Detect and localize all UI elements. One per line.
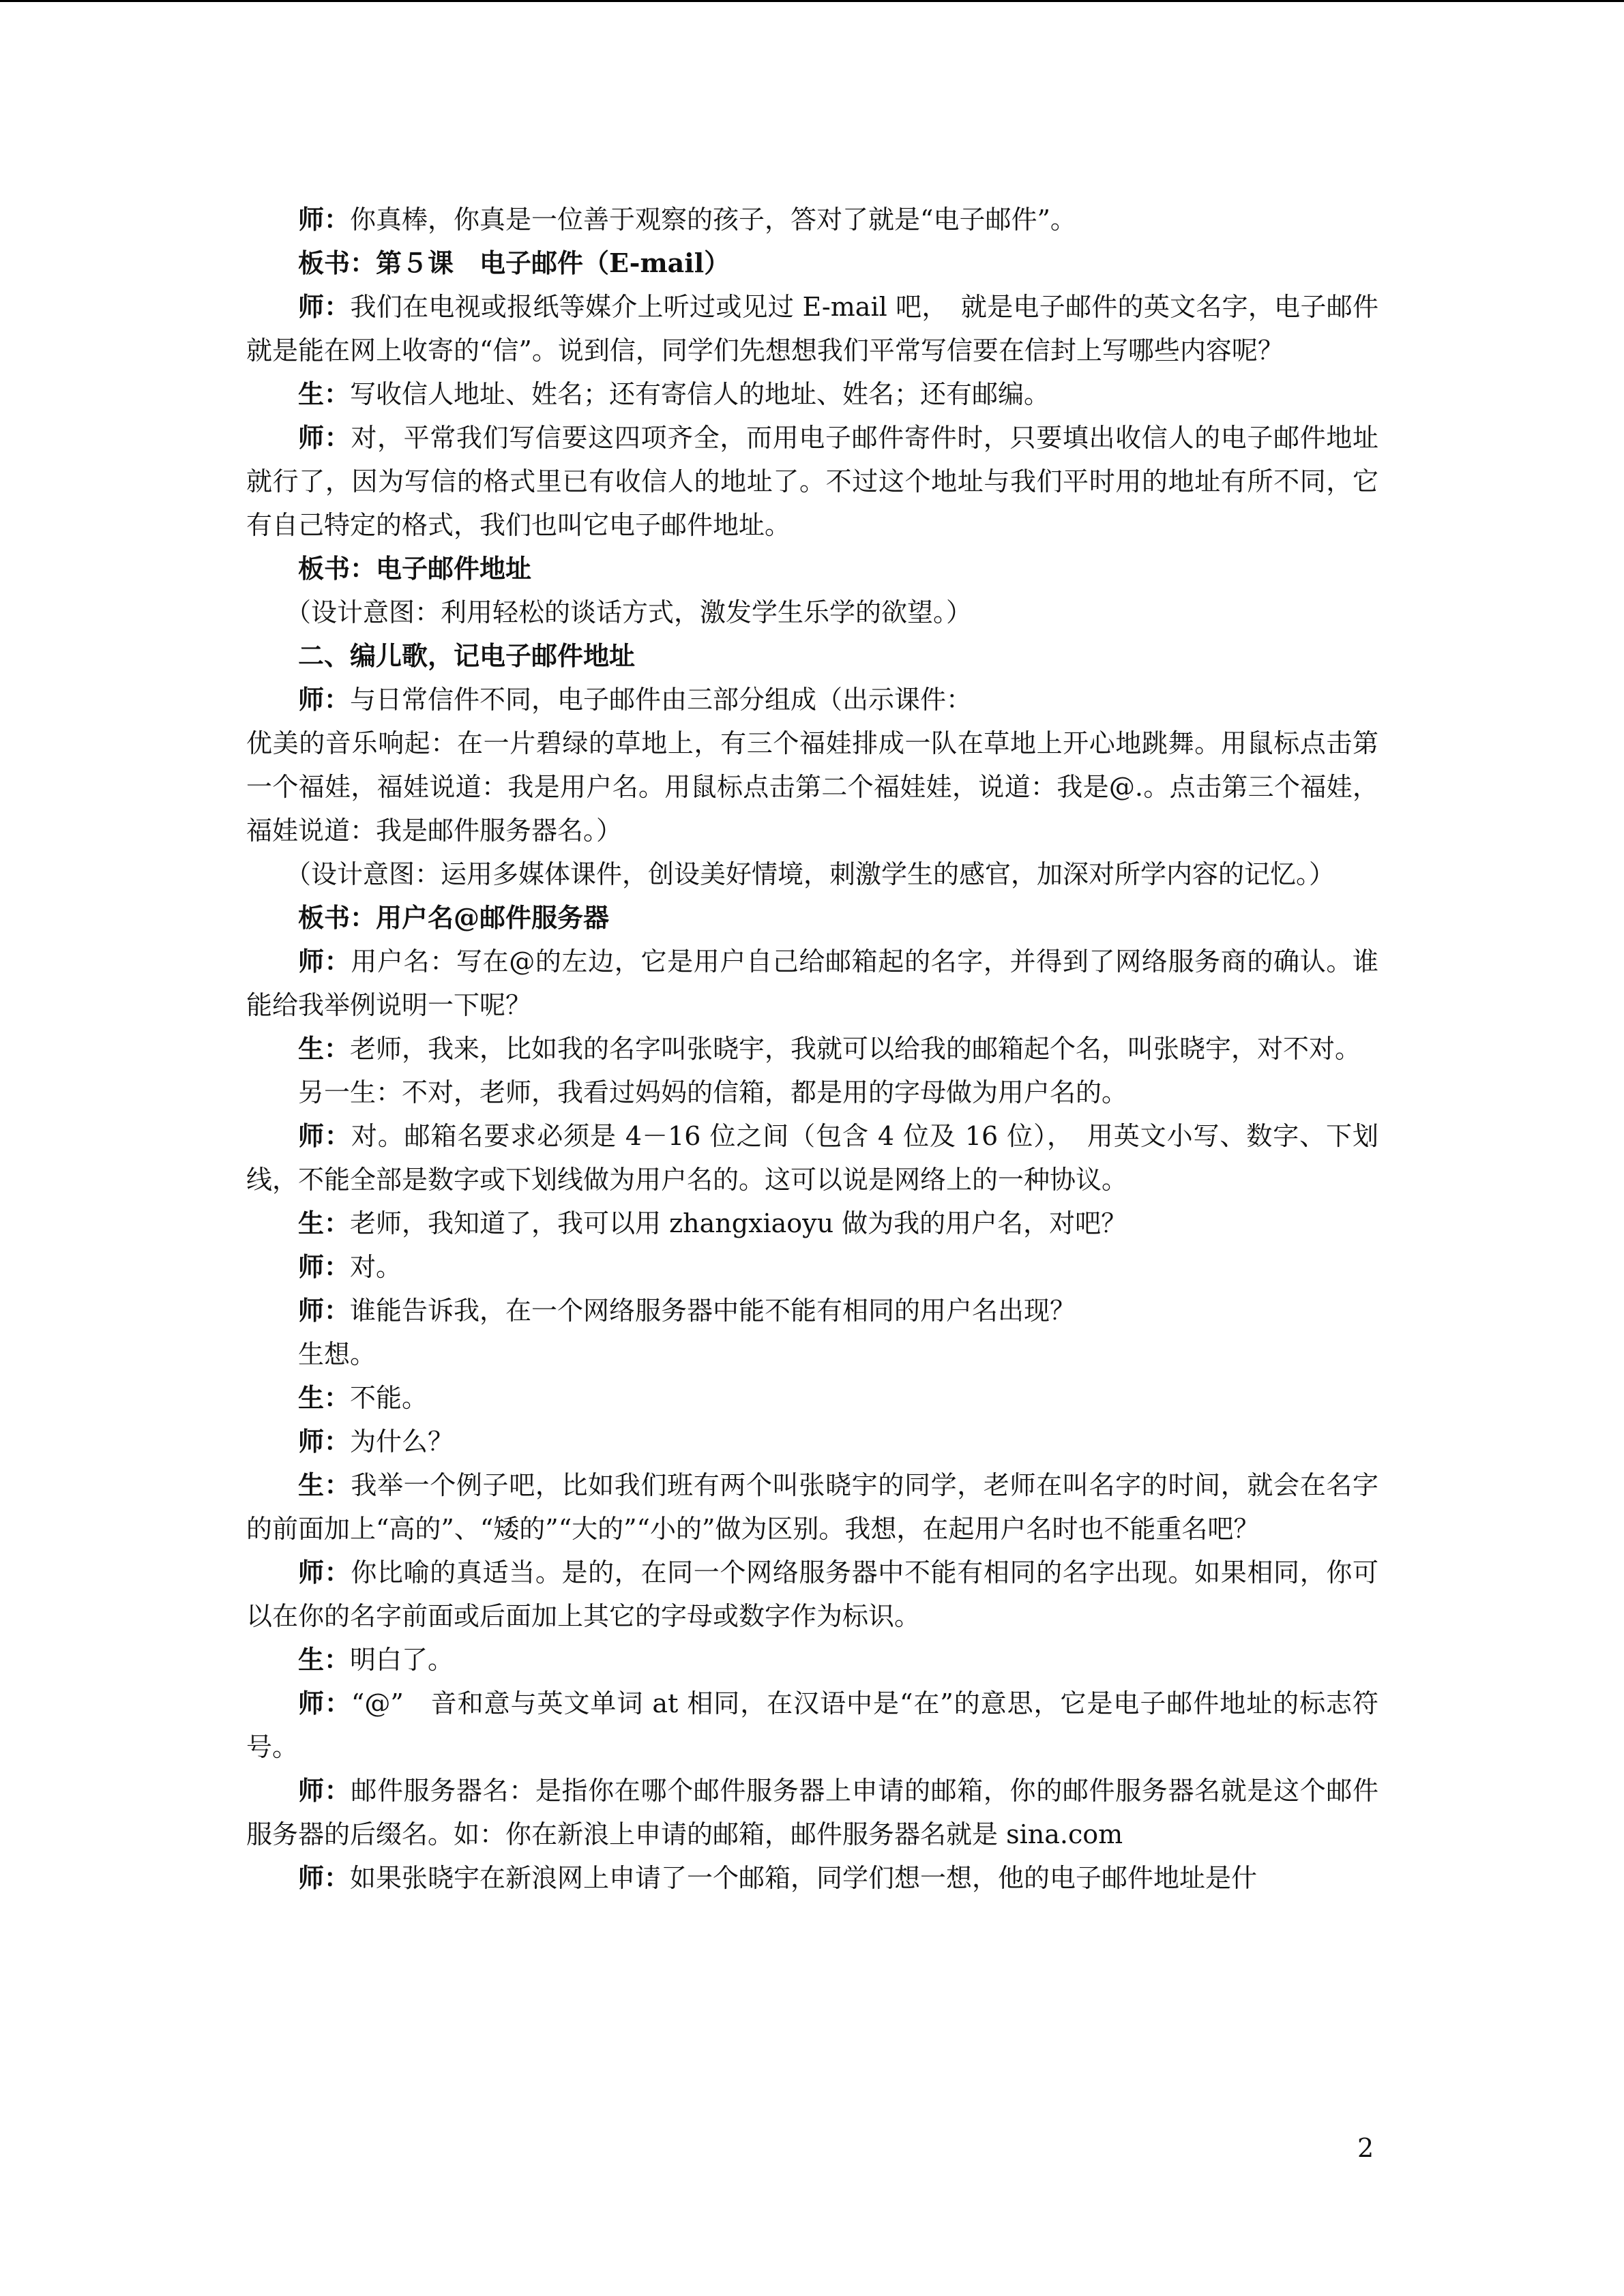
speaker-label: 生： — [298, 1382, 351, 1413]
paragraph-text: 你真棒，你真是一位善于观察的孩子，答对了就是“电子邮件”。 — [350, 205, 1076, 235]
para-teacher-sina-question — [246, 1856, 1378, 1900]
paragraph-text: 生想。 — [298, 1339, 377, 1369]
para-teacher-three-parts — [246, 678, 1378, 721]
para-board-format — [246, 896, 1378, 940]
speaker-label: 师： — [298, 684, 351, 715]
para-teacher-question — [246, 1289, 1378, 1332]
speaker-label: 师： — [298, 291, 351, 322]
speaker-label: 师： — [298, 1557, 351, 1587]
page-number: 2 — [1357, 2133, 1374, 2163]
paragraph-text: 为什么？ — [350, 1427, 454, 1457]
paragraph-text: 不能。 — [350, 1383, 428, 1413]
para-teacher-address-format — [246, 416, 1378, 547]
paragraph-text: 写收信人地址、姓名；还有寄信人的地址、姓名；还有邮编。 — [350, 379, 1050, 409]
para-teacher-rules — [246, 1114, 1378, 1202]
speaker-label: 师： — [298, 1251, 351, 1282]
paragraph-text: 对，平常我们写信要这四项齐全，而用电子邮件寄件时，只要填出收信人的电子邮件地址就行了，因为写信的格式里已有收信人的地址了。不过这个地址与我们平时用的地址有所不同，它有自己特定的格式，我们也叫它电子邮件地址。 — [246, 423, 1378, 540]
speaker-label: 师： — [298, 1295, 351, 1326]
paragraph-text: 谁能告诉我，在一个网络服务器中能不能有相同的用户名出现？ — [350, 1296, 1076, 1326]
para-student-zhangxiaoyu — [246, 1202, 1378, 1245]
paragraph-text: 优美的音乐响起：在一片碧绿的草地上，有三个福娃排成一队在草地上开心地跳舞。用鼠标点击第一个福娃，福娃说道：我是用户名。用鼠标点击第二个福娃娃，说道：我是@.。点击第三个福娃，福娃说道：我是邮件服务器名。） — [246, 728, 1378, 846]
paragraph-text: 对。邮箱名要求必须是 4－16 位之间（包含 4 位及 16 位）， 用英文小写、数字、下划线，不能全部是数字或下划线做为用户名的。这可以说是网络上的一种协议。 — [246, 1121, 1378, 1195]
paragraph-text: 明白了。 — [350, 1645, 454, 1675]
para-student-understood — [246, 1638, 1378, 1682]
para-student-no — [246, 1376, 1378, 1420]
para-student-envelope — [246, 372, 1378, 416]
speaker-label: 师： — [298, 1688, 351, 1718]
paragraph-text: 用户名：写在@的左边，它是用户自己给邮箱起的名字，并得到了网络服务商的确认。谁能给我举例说明一下呢？ — [246, 946, 1378, 1020]
speaker-label: 生： — [298, 1208, 351, 1238]
paragraph-text: 板书：电子邮件地址 — [298, 553, 532, 584]
paragraph-text: 如果张晓宇在新浪网上申请了一个邮箱，同学们想一想，他的电子邮件地址是什 — [350, 1863, 1258, 1893]
speaker-label: 师： — [298, 422, 351, 453]
para-board-email-address — [246, 547, 1378, 591]
speaker-label: 师： — [298, 946, 351, 976]
speaker-label: 生： — [298, 378, 351, 409]
para-students-think — [246, 1332, 1378, 1376]
para-courseware-description — [246, 721, 1378, 852]
paragraph-text: 邮件服务器名：是指你在哪个邮件服务器上申请的邮箱，你的邮件服务器名就是这个邮件服务器的后缀名。如：你在新浪上申请的邮箱，邮件服务器名就是 sina.com — [246, 1776, 1378, 1849]
paragraph-text: 老师，我知道了，我可以用 zhangxiaoyu 做为我的用户名，对吧？ — [350, 1208, 1127, 1238]
speaker-label: 师： — [298, 1426, 351, 1457]
paragraph-text: （设计意图：运用多媒体课件，创设美好情境，刺激学生的感官，加深对所学内容的记忆。） — [285, 859, 1335, 889]
para-teacher-praise — [246, 198, 1378, 241]
para-student-example — [246, 1027, 1378, 1071]
para-teacher-analogy — [246, 1551, 1378, 1638]
para-teacher-email-intro — [246, 285, 1378, 372]
paragraph-text: （设计意图：利用轻松的谈话方式，激发学生乐学的欲望。） — [285, 597, 973, 627]
para-teacher-at-sign — [246, 1682, 1378, 1769]
paragraph-text: 你比喻的真适当。是的，在同一个网络服务器中不能有相同的名字出现。如果相同，你可以在你的名字前面或后面加上其它的字母或数字作为标识。 — [246, 1557, 1378, 1631]
speaker-label: 师： — [298, 1862, 351, 1893]
speaker-label: 师： — [298, 1775, 351, 1806]
document-body — [246, 198, 1378, 1900]
speaker-label: 师： — [298, 1120, 351, 1151]
para-teacher-yes — [246, 1245, 1378, 1289]
paragraph-text: 我举一个例子吧，比如我们班有两个叫张晓宇的同学，老师在叫名字的时间，就会在名字的前面加上“高的”、“矮的”“大的”“小的”做为区别。我想，在起用户名时也不能重名吧？ — [246, 1470, 1378, 1544]
para-design-intent-1 — [246, 591, 1378, 634]
paragraph-text: 老师，我来，比如我的名字叫张晓宇，我就可以给我的邮箱起个名，叫张晓宇，对不对。 — [350, 1034, 1361, 1064]
para-teacher-server-name — [246, 1769, 1378, 1856]
para-teacher-why — [246, 1420, 1378, 1463]
speaker-label: 师： — [298, 204, 351, 235]
paragraph-text: “@” 音和意与英文单词 at 相同，在汉语中是“在”的意思，它是电子邮件地址的标志符号。 — [246, 1688, 1378, 1762]
paragraph-text: 二、编儿歌，记电子邮件地址 — [298, 640, 636, 671]
paragraph-text: 另一生：不对，老师，我看过妈妈的信箱，都是用的字母做为用户名的。 — [298, 1077, 1128, 1107]
paragraph-text: 板书：第５课 电子邮件（E-mail） — [298, 248, 730, 278]
para-design-intent-2 — [246, 852, 1378, 896]
para-another-student — [246, 1071, 1378, 1114]
paragraph-text: 与日常信件不同，电子邮件由三部分组成（出示课件： — [350, 685, 973, 715]
paragraph-text: 对。 — [350, 1252, 402, 1282]
speaker-label: 生： — [298, 1644, 351, 1675]
paragraph-text: 我们在电视或报纸等媒介上听过或见过 E-mail 吧， 就是电子邮件的英文名字，电子邮件就是能在网上收寄的“信”。说到信，同学们先想想我们平常写信要在信封上写哪些内容呢？ — [246, 292, 1378, 366]
para-board-lesson-title — [246, 241, 1378, 285]
para-student-reason — [246, 1463, 1378, 1551]
speaker-label: 生： — [298, 1033, 351, 1064]
paragraph-text: 板书：用户名@邮件服务器 — [298, 902, 610, 933]
para-teacher-username — [246, 940, 1378, 1027]
para-section-heading-2 — [246, 634, 1378, 678]
top-border-line — [0, 0, 1624, 2]
speaker-label: 生： — [298, 1470, 351, 1500]
